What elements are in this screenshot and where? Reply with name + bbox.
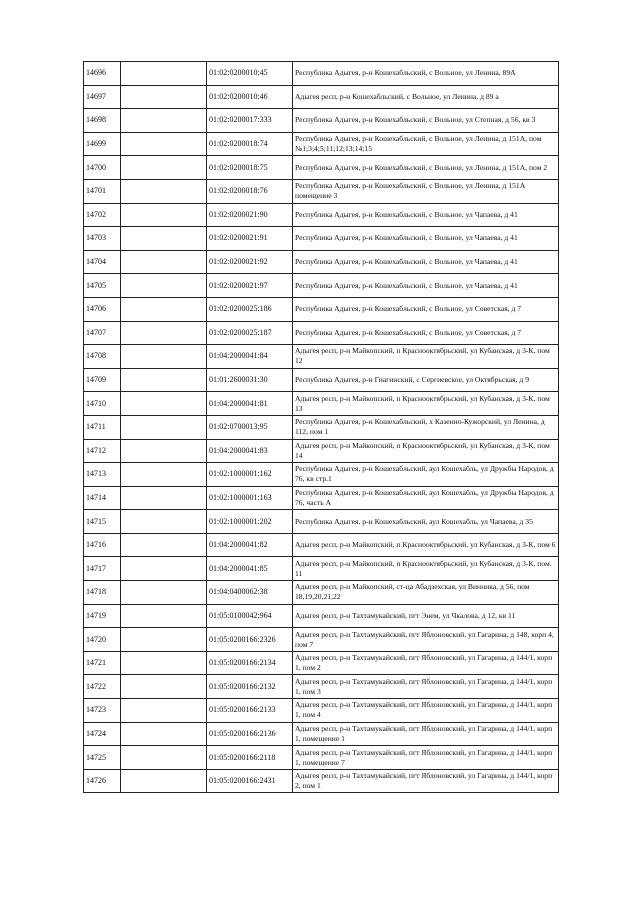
row-number: 14704	[84, 250, 121, 274]
address-cell: Республика Адыгея, р-н Кошехабльский, с Вольное, ул Советская, д 7	[293, 297, 559, 321]
row-number: 14714	[84, 486, 121, 510]
table-row	[84, 722, 559, 746]
address-cell: Адыгея респ, р-н Майкопский, ст-ца Абадзехская, ул Винника, д 56, пом 18,19,20,21,22	[293, 581, 559, 605]
row-number: 14716	[84, 533, 121, 557]
address-cell: Республика Адыгея, р-н Кошехабльский, с Вольное, ул Ленина, д 151А, пом №1;3;4;5;11;12;13;14;15	[293, 132, 559, 156]
empty-cell	[121, 250, 207, 274]
registry-table-body	[84, 62, 559, 793]
row-number: 14709	[84, 368, 121, 392]
cadastral-number: 01:02:0200017:333	[207, 109, 293, 133]
empty-cell	[121, 203, 207, 227]
empty-cell	[121, 486, 207, 510]
address-cell: Адыгея респ, р-н Майкопский, п Краснооктябрьский, ул Кубанская, д 3-К, пом 13	[293, 392, 559, 416]
cadastral-number: 01:02:0200025:186	[207, 297, 293, 321]
row-number: 14723	[84, 699, 121, 723]
cadastral-number: 01:02:0200021:90	[207, 203, 293, 227]
address-cell: Республика Адыгея, р-н Кошехабльский, с Вольное, ул Ленина, д 151А, пом 2	[293, 156, 559, 180]
address-cell: Адыгея респ, р-н Тахтамукайский, пгт Яблоновский, ул Гагарина, д 144/1, корп 1, пом 2	[293, 651, 559, 675]
empty-cell	[121, 463, 207, 487]
empty-cell	[121, 274, 207, 298]
empty-cell	[121, 628, 207, 652]
table-row	[84, 769, 559, 793]
row-number: 14726	[84, 769, 121, 793]
row-number: 14702	[84, 203, 121, 227]
row-number: 14697	[84, 85, 121, 109]
row-number: 14721	[84, 651, 121, 675]
table-row	[84, 297, 559, 321]
row-number: 14720	[84, 628, 121, 652]
cadastral-number: 01:02:0200021:97	[207, 274, 293, 298]
empty-cell	[121, 368, 207, 392]
table-row	[84, 109, 559, 133]
empty-cell	[121, 699, 207, 723]
table-row	[84, 368, 559, 392]
address-cell: Адыгея респ, р-н Майкопский, п Краснооктябрьский, ул Кубанская, д 3-К, пом 6	[293, 533, 559, 557]
table-row	[84, 675, 559, 699]
table-row	[84, 203, 559, 227]
cadastral-number: 01:02:0200021:91	[207, 227, 293, 251]
row-number: 14710	[84, 392, 121, 416]
address-cell: Адыгея респ, р-н Майкопский, п Краснооктябрьский, ул Кубанская, д 3-К, пом. 11	[293, 557, 559, 581]
cadastral-number: 01:02:0200018:74	[207, 132, 293, 156]
cadastral-number: 01:04:2000041:83	[207, 439, 293, 463]
cadastral-number: 01:04:2000041:81	[207, 392, 293, 416]
cadastral-number: 01:05:0200166:2133	[207, 699, 293, 723]
empty-cell	[121, 227, 207, 251]
cadastral-number: 01:02:1000001:163	[207, 486, 293, 510]
cadastral-number: 01:04:2000041:82	[207, 533, 293, 557]
cadastral-number: 01:02:0200018:75	[207, 156, 293, 180]
empty-cell	[121, 581, 207, 605]
empty-cell	[121, 439, 207, 463]
empty-cell	[121, 604, 207, 628]
table-row	[84, 250, 559, 274]
row-number: 14711	[84, 415, 121, 439]
empty-cell	[121, 179, 207, 203]
address-cell: Республика Адыгея, р-н Кошехабльский, с Вольное, ул Чапаева, д 41	[293, 227, 559, 251]
table-row	[84, 651, 559, 675]
table-row	[84, 510, 559, 534]
row-number: 14706	[84, 297, 121, 321]
empty-cell	[121, 345, 207, 369]
empty-cell	[121, 722, 207, 746]
row-number: 14724	[84, 722, 121, 746]
empty-cell	[121, 769, 207, 793]
address-cell: Республика Адыгея, р-н Кошехабльский, с Вольное, ул Чапаева, д 41	[293, 274, 559, 298]
empty-cell	[121, 651, 207, 675]
table-row	[84, 227, 559, 251]
cadastral-number: 01:01:2600031:30	[207, 368, 293, 392]
cadastral-number: 01:04:2000041:84	[207, 345, 293, 369]
row-number: 14696	[84, 62, 121, 86]
row-number: 14718	[84, 581, 121, 605]
address-cell: Республика Адыгея, р-н Кошехабльский, аул Кошехабль, ул Чапаева, д 35	[293, 510, 559, 534]
table-row	[84, 392, 559, 416]
table-row	[84, 746, 559, 770]
empty-cell	[121, 510, 207, 534]
empty-cell	[121, 321, 207, 345]
cadastral-number: 01:05:0200166:2118	[207, 746, 293, 770]
row-number: 14705	[84, 274, 121, 298]
address-cell: Республика Адыгея, р-н Кошехабльский, с Вольное, ул Чапаева, д 41	[293, 203, 559, 227]
cadastral-number: 01:02:0700013:95	[207, 415, 293, 439]
cadastral-number: 01:05:0200166:2134	[207, 651, 293, 675]
address-cell: Адыгея респ, р-н Кошехабльский, с Вольное, ул Ленина, д 89 а	[293, 85, 559, 109]
table-row	[84, 62, 559, 86]
row-number: 14698	[84, 109, 121, 133]
table-row	[84, 604, 559, 628]
address-cell: Адыгея респ, р-н Тахтамукайский, пгт Яблоновский, ул Гагарина, д 144/1, корп 1, пом 4	[293, 699, 559, 723]
empty-cell	[121, 533, 207, 557]
row-number: 14701	[84, 179, 121, 203]
table-row	[84, 415, 559, 439]
cadastral-number: 01:05:0200166:2132	[207, 675, 293, 699]
row-number: 14707	[84, 321, 121, 345]
empty-cell	[121, 392, 207, 416]
cadastral-number: 01:02:1000001:162	[207, 463, 293, 487]
cadastral-number: 01:05:0200166:2136	[207, 722, 293, 746]
empty-cell	[121, 415, 207, 439]
address-cell: Адыгея респ, р-н Майкопский, п Краснооктябрьский, ул Кубанская, д 3-К, пом 14	[293, 439, 559, 463]
row-number: 14713	[84, 463, 121, 487]
table-row	[84, 179, 559, 203]
cadastral-number: 01:04:2000041:85	[207, 557, 293, 581]
empty-cell	[121, 132, 207, 156]
empty-cell	[121, 675, 207, 699]
row-number: 14699	[84, 132, 121, 156]
cadastral-number: 01:02:0200010:46	[207, 85, 293, 109]
table-row	[84, 132, 559, 156]
empty-cell	[121, 746, 207, 770]
address-cell: Республика Адыгея, р-н Кошехабльский, аул Кошехабль, ул Дружбы Народов, д 76, часть А	[293, 486, 559, 510]
row-number: 14722	[84, 675, 121, 699]
table-row	[84, 156, 559, 180]
row-number: 14719	[84, 604, 121, 628]
cadastral-number: 01:05:0100042:964	[207, 604, 293, 628]
empty-cell	[121, 109, 207, 133]
address-cell: Республика Адыгея, р-н Кошехабльский, с Вольное, ул Чапаева, д 41	[293, 250, 559, 274]
address-cell: Адыгея респ, р-н Тахтамукайский, пгт Яблоновский, ул Гагарина, д 148, корп 4, пом 7	[293, 628, 559, 652]
address-cell: Адыгея респ, р-н Тахтамукайский, пгт Яблоновский, ул Гагарина, д 144/1, корп 1, пом 3	[293, 675, 559, 699]
empty-cell	[121, 156, 207, 180]
table-row	[84, 699, 559, 723]
cadastral-number: 01:05:0200166:2326	[207, 628, 293, 652]
empty-cell	[121, 85, 207, 109]
address-cell: Республика Адыгея, р-н Кошехабльский, с Вольное, ул Советская, д 7	[293, 321, 559, 345]
row-number: 14708	[84, 345, 121, 369]
row-number: 14712	[84, 439, 121, 463]
address-cell: Республика Адыгея, р-н Кошехабльский, с Вольное, ул Ленина, д 151А помещение 3	[293, 179, 559, 203]
table-row	[84, 533, 559, 557]
table-row	[84, 439, 559, 463]
table-row	[84, 85, 559, 109]
empty-cell	[121, 62, 207, 86]
table-row	[84, 581, 559, 605]
row-number: 14717	[84, 557, 121, 581]
table-row	[84, 463, 559, 487]
row-number: 14703	[84, 227, 121, 251]
row-number: 14725	[84, 746, 121, 770]
cadastral-number: 01:04:0400062:38	[207, 581, 293, 605]
table-row	[84, 321, 559, 345]
cadastral-number: 01:02:0200025:187	[207, 321, 293, 345]
address-cell: Адыгея респ, р-н Тахтамукайский, пгт Яблоновский, ул Гагарина, д 144/1, корп 2, пом 1	[293, 769, 559, 793]
address-cell: Республика Адыгея, р-н Кошехабльский, х Казенно-Кужорский, ул Ленина, д 112, пом 1	[293, 415, 559, 439]
address-cell: Адыгея респ, р-н Тахтамукайский, пгт Энем, ул Чкалова, д 12, кв 11	[293, 604, 559, 628]
table-row	[84, 557, 559, 581]
address-cell: Республика Адыгея, р-н Кошехабльский, с Вольное, ул Степная, д 56, кв 3	[293, 109, 559, 133]
registry-table	[83, 61, 559, 793]
address-cell: Республика Адыгея, р-н Гиагинский, с Сергиевское, ул Октябрьская, д 9	[293, 368, 559, 392]
cadastral-number: 01:02:0200021:92	[207, 250, 293, 274]
row-number: 14715	[84, 510, 121, 534]
table-row	[84, 628, 559, 652]
row-number: 14700	[84, 156, 121, 180]
cadastral-number: 01:02:0200018:76	[207, 179, 293, 203]
address-cell: Республика Адыгея, р-н Кошехабльский, аул Кошехабль, ул Дружбы Народов, д 76, кв стр.1	[293, 463, 559, 487]
address-cell: Адыгея респ, р-н Тахтамукайский, пгт Яблоновский, ул Гагарина, д 144/1, корп 1, помещение 7	[293, 746, 559, 770]
cadastral-number: 01:05:0200166:2431	[207, 769, 293, 793]
table-row	[84, 486, 559, 510]
address-cell: Адыгея респ, р-н Майкопский, п Краснооктябрьский, ул Кубанская, д 3-К, пом 12	[293, 345, 559, 369]
address-cell: Республика Адыгея, р-н Кошехабльский, с Вольное, ул Ленина, 89А	[293, 62, 559, 86]
address-cell: Адыгея респ, р-н Тахтамукайский, пгт Яблоновский, ул Гагарина, д 144/1, корп 1, помещение 1	[293, 722, 559, 746]
empty-cell	[121, 557, 207, 581]
cadastral-number: 01:02:0200010:45	[207, 62, 293, 86]
empty-cell	[121, 297, 207, 321]
table-row	[84, 274, 559, 298]
cadastral-number: 01:02:1000001:202	[207, 510, 293, 534]
table-row	[84, 345, 559, 369]
